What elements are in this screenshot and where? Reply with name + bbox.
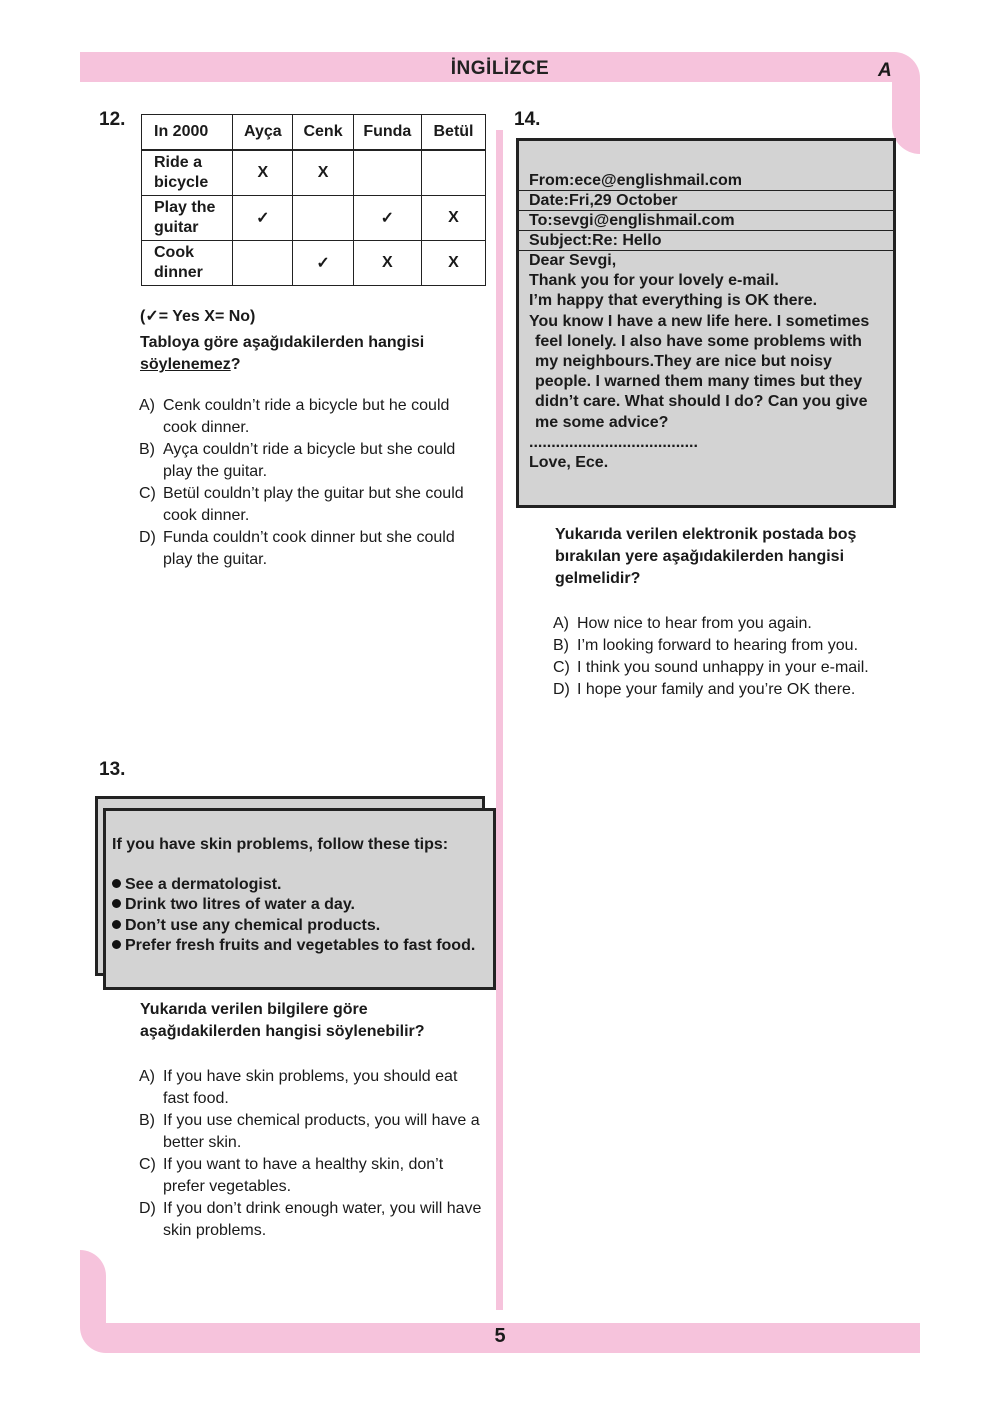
option-d[interactable]: D) I hope your family and you’re OK there. <box>553 681 856 698</box>
page-number: 5 <box>494 1325 506 1347</box>
option-a[interactable]: A) Cenk couldn’t ride a bicycle but he could cook dinner. <box>139 397 450 436</box>
page-title: İNGİLİZCE <box>450 58 550 79</box>
option-a[interactable]: A) If you have skin problems, you should eat fast food. <box>139 1068 458 1107</box>
table-cell: X <box>293 150 353 196</box>
q12-legend: (✓= Yes X= No) <box>140 308 256 325</box>
table-header-cell: Funda <box>353 115 421 151</box>
tip-item: Don’t use any chemical products. <box>112 916 493 936</box>
table-cell: ✓ <box>293 241 353 286</box>
q14-number: 14. <box>514 109 541 130</box>
table-cell <box>421 150 485 196</box>
email-from: From:ece@englishmail.com <box>519 171 893 191</box>
tip-item: Drink two litres of water a day. <box>112 895 493 915</box>
email-closing: Love, Ece. <box>529 454 609 472</box>
table-cell: X <box>233 150 293 196</box>
table-header-cell: Betül <box>421 115 485 151</box>
email-line: feel lonely. I also have some problems with <box>535 332 862 350</box>
table-cell <box>233 241 293 286</box>
q12-number: 12. <box>99 109 126 130</box>
table-header-cell: In 2000 <box>142 115 233 151</box>
q12-options <box>139 395 484 571</box>
table-header-row <box>142 115 486 151</box>
option-d[interactable]: D) If you don’t drink enough water, you will have skin problems. <box>139 1200 482 1239</box>
option-c[interactable]: C) Betül couldn’t play the guitar but she could cook dinner. <box>139 485 464 524</box>
email-line: me some advice? <box>535 413 669 431</box>
email-line: my neighbours.They are nice but noisy <box>535 353 832 371</box>
table-cell: X <box>421 241 485 286</box>
option-b[interactable]: B) Ayça couldn’t ride a bicycle but she could play the guitar. <box>139 441 456 480</box>
tip-item: Prefer fresh fruits and vegetables to fast food. <box>112 936 493 956</box>
option-b[interactable]: B) I’m looking forward to hearing from you. <box>553 637 859 654</box>
tips-heading: If you have skin problems, follow these tips: <box>112 836 449 853</box>
email-line: Thank you for your lovely e-mail. <box>529 272 779 290</box>
q12-question: Tabloya göre aşağıdakilerden hangisi söylenemez? <box>140 334 425 373</box>
q13-options <box>139 1066 487 1242</box>
email-line: You know I have a new life here. I sometimes <box>529 312 870 330</box>
email-line: people. I warned them many times but they <box>535 373 863 391</box>
q13-number: 13. <box>99 759 126 780</box>
email-to: To:sevgi@englishmail.com <box>519 211 893 231</box>
table-header-cell: Ayça <box>233 115 293 151</box>
table-row-label: Play the guitar <box>142 196 233 241</box>
table-cell: X <box>421 196 485 241</box>
option-c[interactable]: C) I think you sound unhappy in your e-mail. <box>553 659 869 676</box>
option-a[interactable]: A) How nice to hear from you again. <box>553 615 812 632</box>
table-row <box>142 196 486 241</box>
column-divider <box>496 130 503 1310</box>
header-band-curve <box>892 82 920 154</box>
q14-question: Yukarıda verilen elektronik postada boş bırakılan yere aşağıdakilerden hangisi gelmelidir? <box>555 526 857 587</box>
table-cell: ✓ <box>353 196 421 241</box>
table-row <box>142 241 486 286</box>
table-row <box>142 150 486 196</box>
footer-band-curve <box>80 1250 106 1324</box>
email-blank: ...................................... <box>529 433 698 451</box>
email-line: didn’t care. What should I do? Can you give <box>535 393 868 411</box>
table-cell: X <box>353 241 421 286</box>
email-subject: Subject:Re: Hello <box>519 231 893 251</box>
table-header-cell: Cenk <box>293 115 353 151</box>
email-greeting: Dear Sevgi, <box>529 252 617 269</box>
q12-table <box>141 114 486 286</box>
booklet-letter: A <box>878 60 892 81</box>
bullet-icon <box>112 920 121 929</box>
table-row-label: Cook dinner <box>142 241 233 286</box>
bullet-icon <box>112 940 121 949</box>
bullet-icon <box>112 899 121 908</box>
bullet-icon <box>112 879 121 888</box>
tips-box <box>103 808 496 990</box>
q13-question: Yukarıda verilen bilgilere göre aşağıdakilerden hangisi söylenebilir? <box>140 1001 425 1040</box>
option-b[interactable]: B) If you use chemical products, you will have a better skin. <box>139 1112 480 1151</box>
option-c[interactable]: C) If you want to have a healthy skin, don’t prefer vegetables. <box>139 1156 444 1195</box>
tip-item: See a dermatologist. <box>112 875 493 895</box>
table-cell: ✓ <box>233 196 293 241</box>
option-d[interactable]: D) Funda couldn’t cook dinner but she could play the guitar. <box>139 529 455 568</box>
email-box <box>516 138 896 508</box>
table-cell <box>293 196 353 241</box>
table-cell <box>353 150 421 196</box>
table-row-label: Ride a bicycle <box>142 150 233 196</box>
q14-options <box>553 613 903 701</box>
email-line: I’m happy that everything is OK there. <box>529 292 818 310</box>
email-date: Date:Fri,29 October <box>519 191 893 211</box>
